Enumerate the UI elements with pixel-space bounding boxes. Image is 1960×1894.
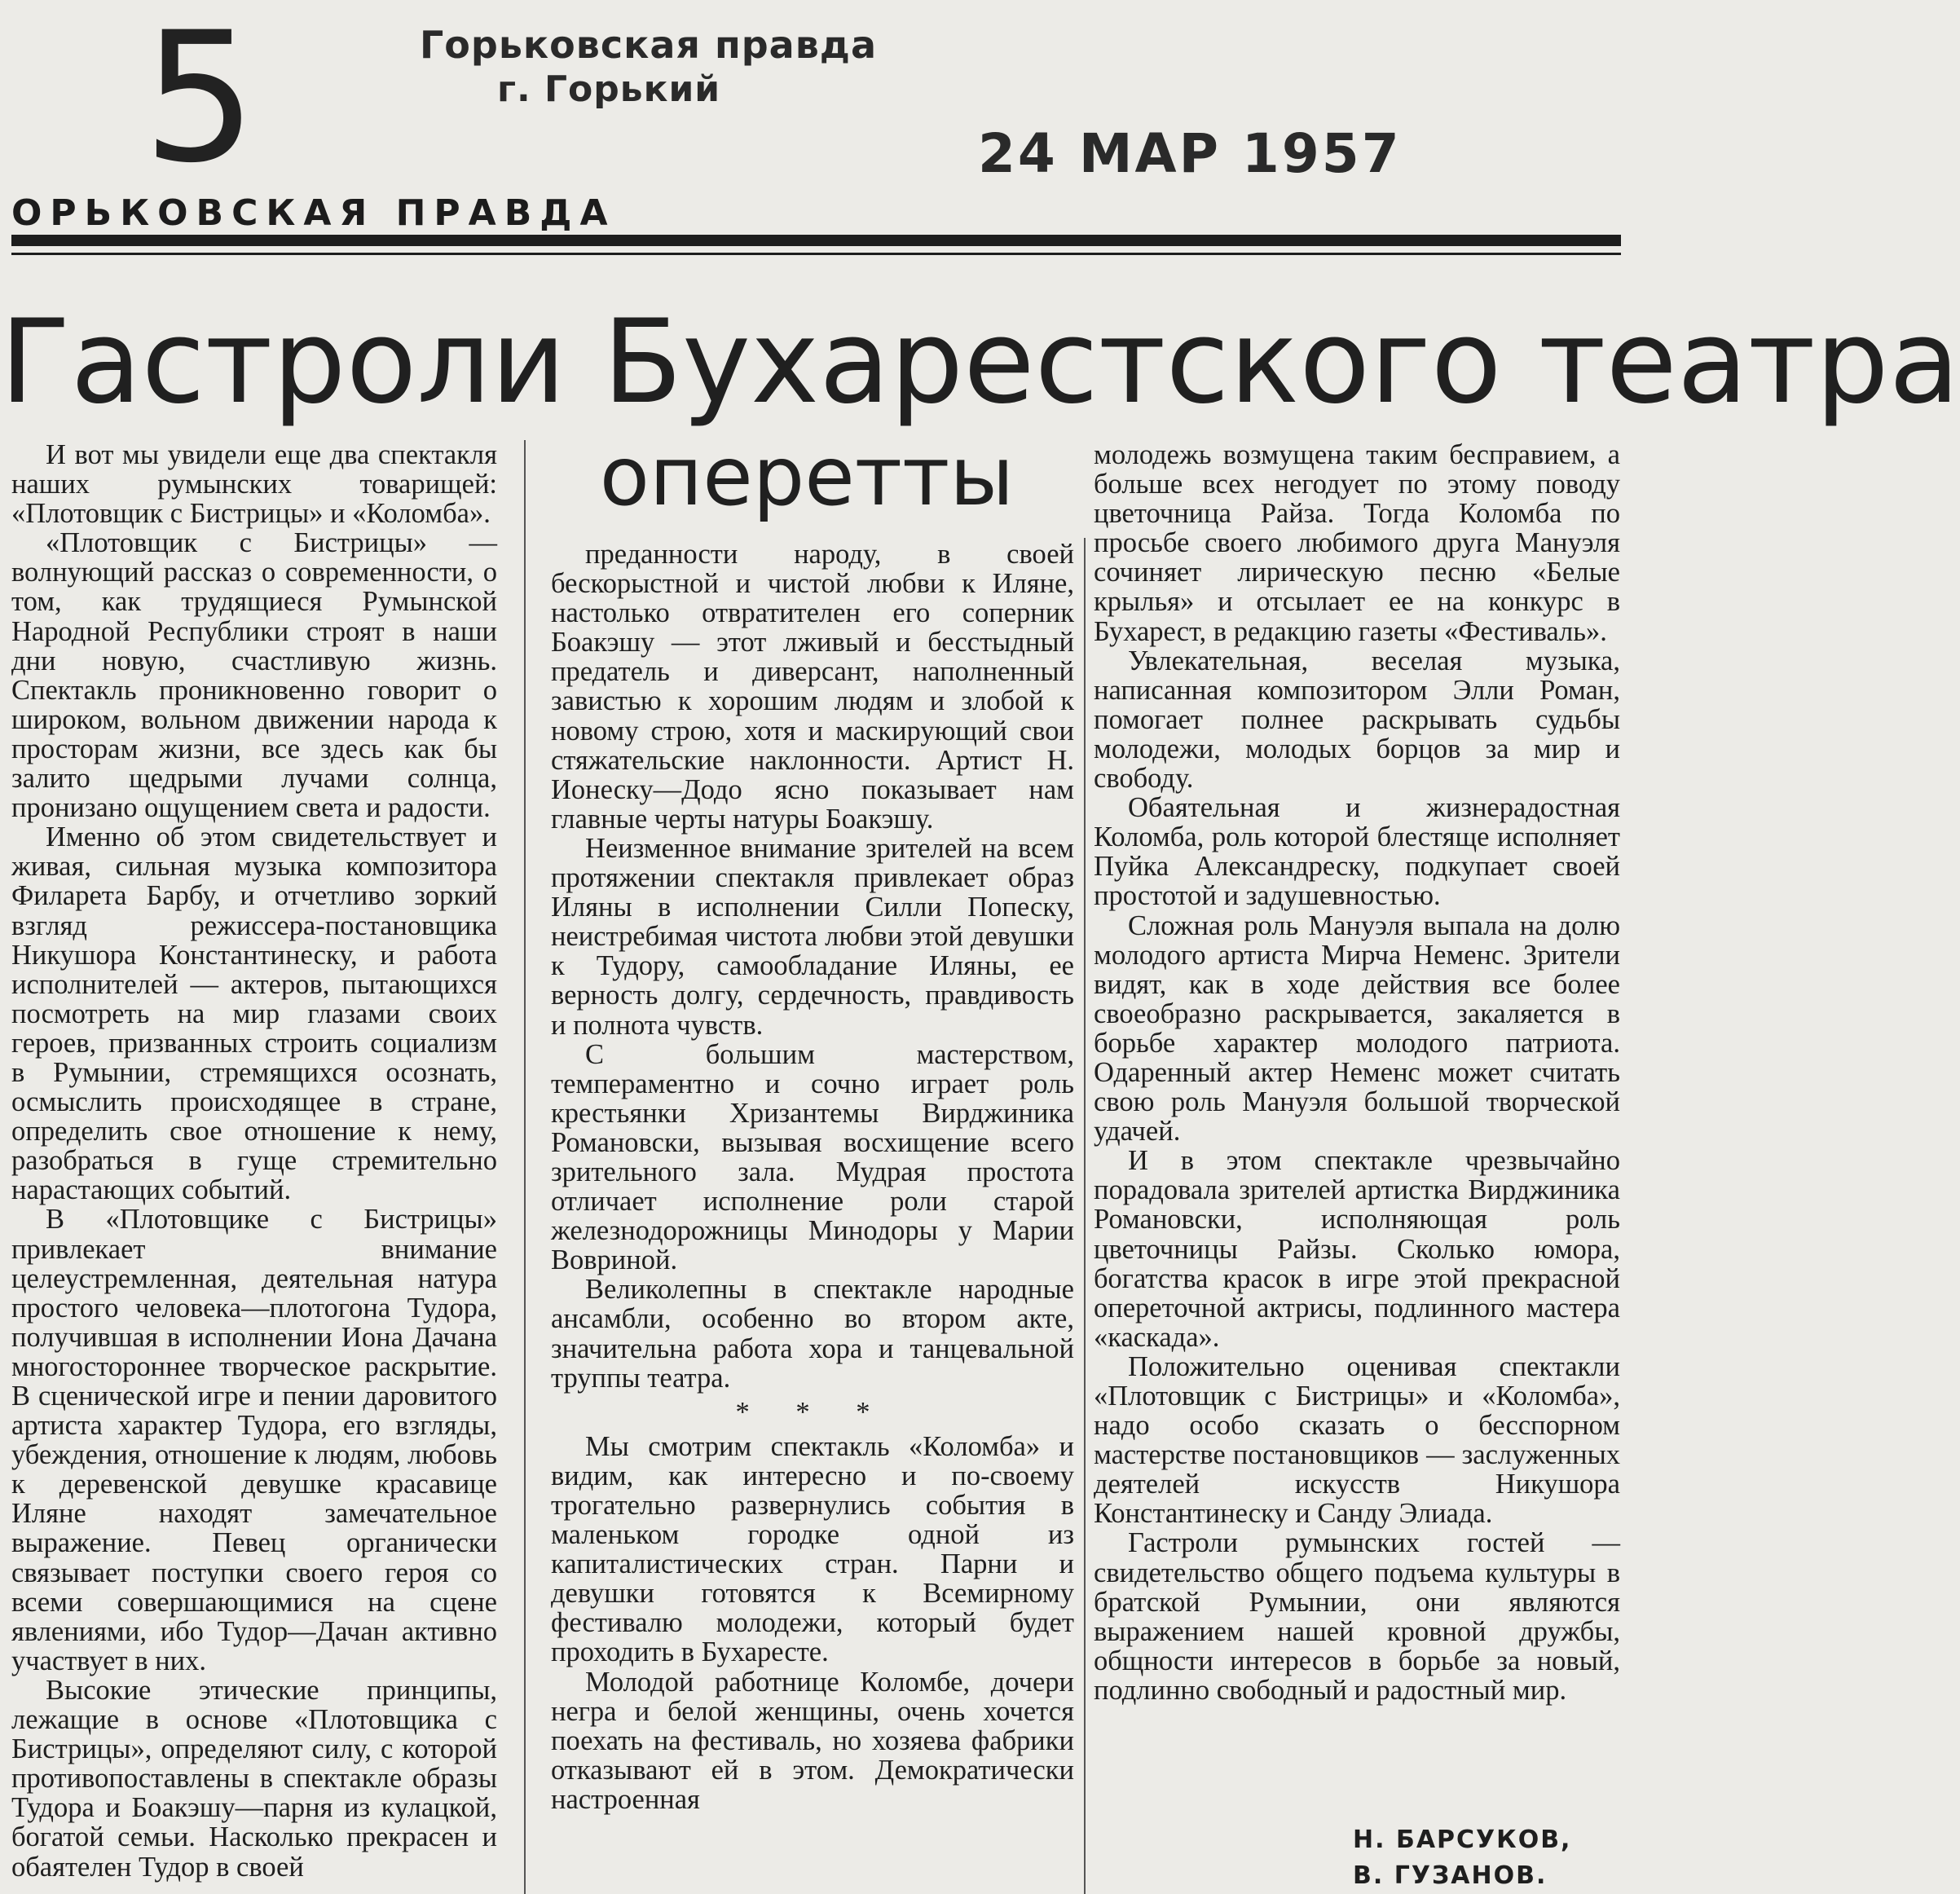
stamp-date: 24 МАР 1957 [978,122,1402,185]
headline-line-2: оперетты [599,429,1015,524]
article-column-3 [1094,440,1620,1705]
stamp-newspaper-name: Горьковская правда [420,23,877,67]
paragraph: молодежь возмущена таким бесправием, а больше всех негодует по этому поводу цветочница Райза. Тогда Коломба по просьбе своего любимого друга Мануэля сочиняет лирическую песню «Белые крылья» и отсылает ее на конкурс в Бухарест, в редакцию газеты «Фестиваль». [1094,439,1620,647]
paragraph: преданности народу, в своей бескорыстной и чистой любви к Иляне, настолько отвратителен его соперник Боакэшу — этот лживый и бесстыдный предатель и диверсант, наполненный завистью к хорошим людям и злобой к новому строю, хотя и маскирующий свои стяжательские наклонности. Артист Н. Ионеску—Додо ясно показывает нам главные черты натуры Боакэшу. [551,539,1074,835]
column-divider-2 [1084,538,1086,1894]
paragraph: И в этом спектакле чрезвычайно порадовала зрителей артистка Вирджиника Романовски, исполняющая роль цветочницы Райзы. Сколько юмора, богатства красок в игре этой прекрасной опереточной актрисы, подлинного мастера «каскада». [1094,1145,1620,1353]
paragraph: Великолепны в спектакле народные ансамбли, особенно во втором акте, значительна работа хора и танцевальной труппы театра. [551,1274,1074,1394]
article-column-1 [11,440,497,1882]
masthead-rule-thin [11,253,1621,255]
paragraph: Гастроли румынских гостей — свидетельство общего подъема культуры в братской Румынии, они являются выражением нашей кровной дружбы, общности интересов в борьбе за новый, подлинно свободный и радостный мир. [1094,1527,1620,1706]
masthead-rule-thick [11,235,1621,246]
stamp-city: г. Горький [497,68,721,110]
paragraph: Положительно оценивая спектакли «Плотовщик с Бистрицы» и «Коломба», надо особо сказать о бесспорном мастерстве постановщиков — заслуженных деятелей искусств Никушора Константинеску и Санду Элиада. [1094,1350,1620,1530]
article-signature [1353,1822,1571,1894]
column-divider-1 [524,440,526,1894]
paragraph: С большим мастерством, темпераментно и сочно играет роль крестьянки Хризантемы Вирджиника Романовски, вызывая восхищение всего зрительного зала. Мудрая простота отличает исполнение роли старой железнодорожницы Минодоры у Марии Вовриной. [551,1038,1074,1276]
paragraph: Неизменное внимание зрителей на всем протяжении спектакля привлекает образ Иляны в исполнении Силли Попеску, неистребимая чистота любви этой девушки к Тудору, самообладание Иляны, ее верность долгу, сердечность, правдивость и полнота чувств. [551,832,1074,1041]
author-name: Н. БАРСУКОВ, [1353,1826,1572,1854]
headline-line-1: Гастроли Бухарестского театра [0,295,1960,429]
paragraph: Высокие этические принципы, лежащие в основе «Плотовщика с Бистрицы», определяют силу, с которой противопоставлены в спектакле образы Тудора и Боакэшу—парня из кулацкой, богатой семьи. Насколько прекрасен и обаятелен Тудор в своей [11,1674,497,1883]
paragraph: В «Плотовщике с Бистрицы» привлекает внимание целеустремленная, деятельная натура простого человека—плотогона Тудора, получившая в исполнении Иона Дачана многостороннее творческое раскрытие. В сценической игре и пении даровитого артиста характер Тудора, его взгляды, убеждения, отношение к людям, любовь к деревенской девушке красавице Иляне находят замечательное выражение. Певец органически связывает поступки своего героя со всеми совершающимися на сцене явлениями, ибо Тудор—Дачан активно участвует в них. [11,1204,497,1676]
masthead: ОРЬКОВСКАЯ ПРАВДА [11,192,616,234]
paragraph: Обаятельная и жизнерадостная Коломба, роль которой блестяще исполняет Пуйка Александреску, подкупает своей простотой и задушевностью. [1094,792,1620,912]
paragraph: Мы смотрим спектакль «Коломба» и видим, как интересно и по-своему трогательно развернулись события в маленьком городке одной из капиталистических стран. Парни и девушки готовятся к Всемирному фестивалю молодежи, который будет проходить в Бухаресте. [551,1430,1074,1668]
handwritten-page-number: 5 [143,0,257,202]
section-separator: * * * [735,1396,890,1428]
article-column-2 [551,540,1074,1814]
paragraph: «Плотовщик с Бистрицы» — волнующий рассказ о современности, о том, как трудящиеся Румынской Народной Республики строят в наши дни новую, счастливую жизнь. Спектакль проникновенно говорит о широком, вольном движении народа к просторам жизни, все здесь как бы залито щедрыми лучами солнца, пронизано ощущением света и радости. [11,527,497,824]
paragraph: Сложная роль Мануэля выпала на долю молодого артиста Мирча Неменс. Зрители видят, как в ходе действия все более своеобразно раскрывается, закаляется в борьбе характер молодого патриота. Одаренный актер Неменс может считать свою роль Мануэля большой творческой удачей. [1094,910,1620,1147]
author-name: В. ГУЗАНОВ. [1353,1861,1548,1890]
paragraph: Увлекательная, веселая музыка, написанная композитором Элли Роман, помогает полнее раскрывать судьбы молодежи, молодых борцов за мир и свободу. [1094,645,1620,795]
paragraph: Именно об этом свидетельствует и живая, сильная музыка композитора Филарета Барбу, и отчетливо зоркий взгляд режиссера-постановщика Никушора Константинеску, и работа исполнителей — актеров, пытающихся посмотреть на мир глазами своих героев, призванных строить социализм в Румынии, стремящихся осознать, осмыслить происходящее в стране, определить свое отношение к нему, разобраться в гуще стремительно нарастающих событий. [11,821,497,1206]
paragraph: И вот мы увидели еще два спектакля наших румынских товарищей: «Плотовщик с Бистрицы» и «Коломба». [11,439,497,530]
paragraph: Молодой работнице Коломбе, дочери негра и белой женщины, очень хочется поехать на фестиваль, но хозяева фабрики отказывают ей в этом. Демократически настроенная [551,1666,1074,1815]
